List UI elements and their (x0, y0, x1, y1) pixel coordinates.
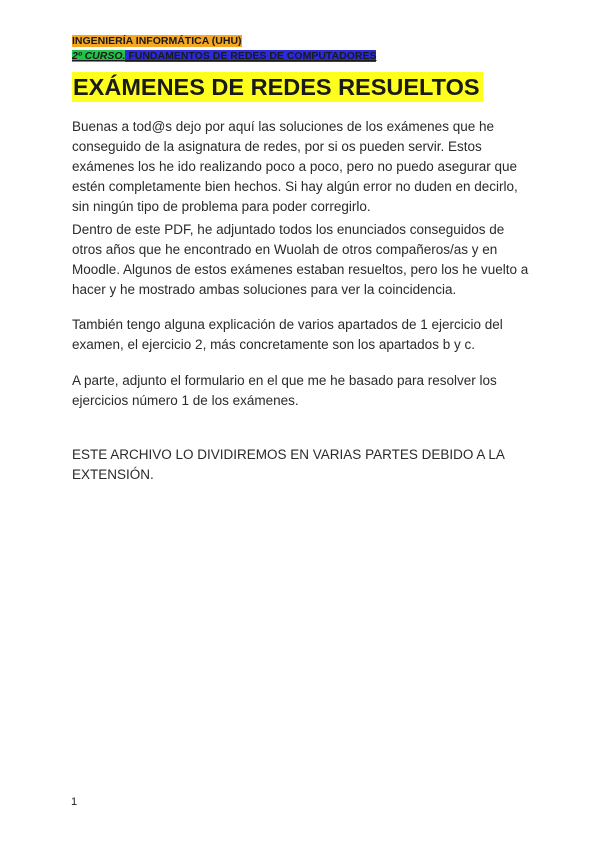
document-title: EXÁMENES DE REDES RESUELTOS (72, 72, 483, 102)
degree-label: INGENIERÍA INFORMÁTICA (UHU) (72, 35, 242, 47)
subject-label: FUNDAMENTOS DE REDES DE COMPUTADORES (125, 50, 377, 62)
paragraph-notice: ESTE ARCHIVO LO DIVIDIREMOS EN VARIAS PARTES DEBIDO A LA EXTENSIÓN. (72, 447, 505, 482)
paragraph-contents: Dentro de este PDF, he adjuntado todos los enunciados conseguidos de otros años que he encontrado en Wuolah de otros compañeros/as y en Moodle. Algunos de estos exámenes estaban resueltos, pero los he vuelto a hacer y he mostrado ambas soluciones para ver la coincidencia. (72, 222, 529, 297)
header-line-1 (72, 35, 242, 48)
header-line-2 (72, 50, 376, 63)
paragraph-formulary: A parte, adjunto el formulario en el que me he basado para resolver los ejercicios número 1 de los exámenes. (72, 373, 497, 408)
page-number: 1 (71, 796, 78, 808)
course-label: 2º CURSO. (72, 50, 126, 62)
paragraph-intro: Buenas a tod@s dejo por aquí las soluciones de los exámenes que he conseguido de la asignatura de redes, por si os pueden servir. Estos exámenes los he ido realizando poco a poco, pero no puedo asegurar que estén completamente bien hechos. Si hay algún error no duden en decirlo, sin ningún tipo de problema para poder corregirlo. (72, 119, 518, 214)
paragraph-explanations: También tengo alguna explicación de varios apartados de 1 ejercicio del examen, el ejercicio 2, más concretamente son los apartados b y c. (72, 317, 503, 352)
